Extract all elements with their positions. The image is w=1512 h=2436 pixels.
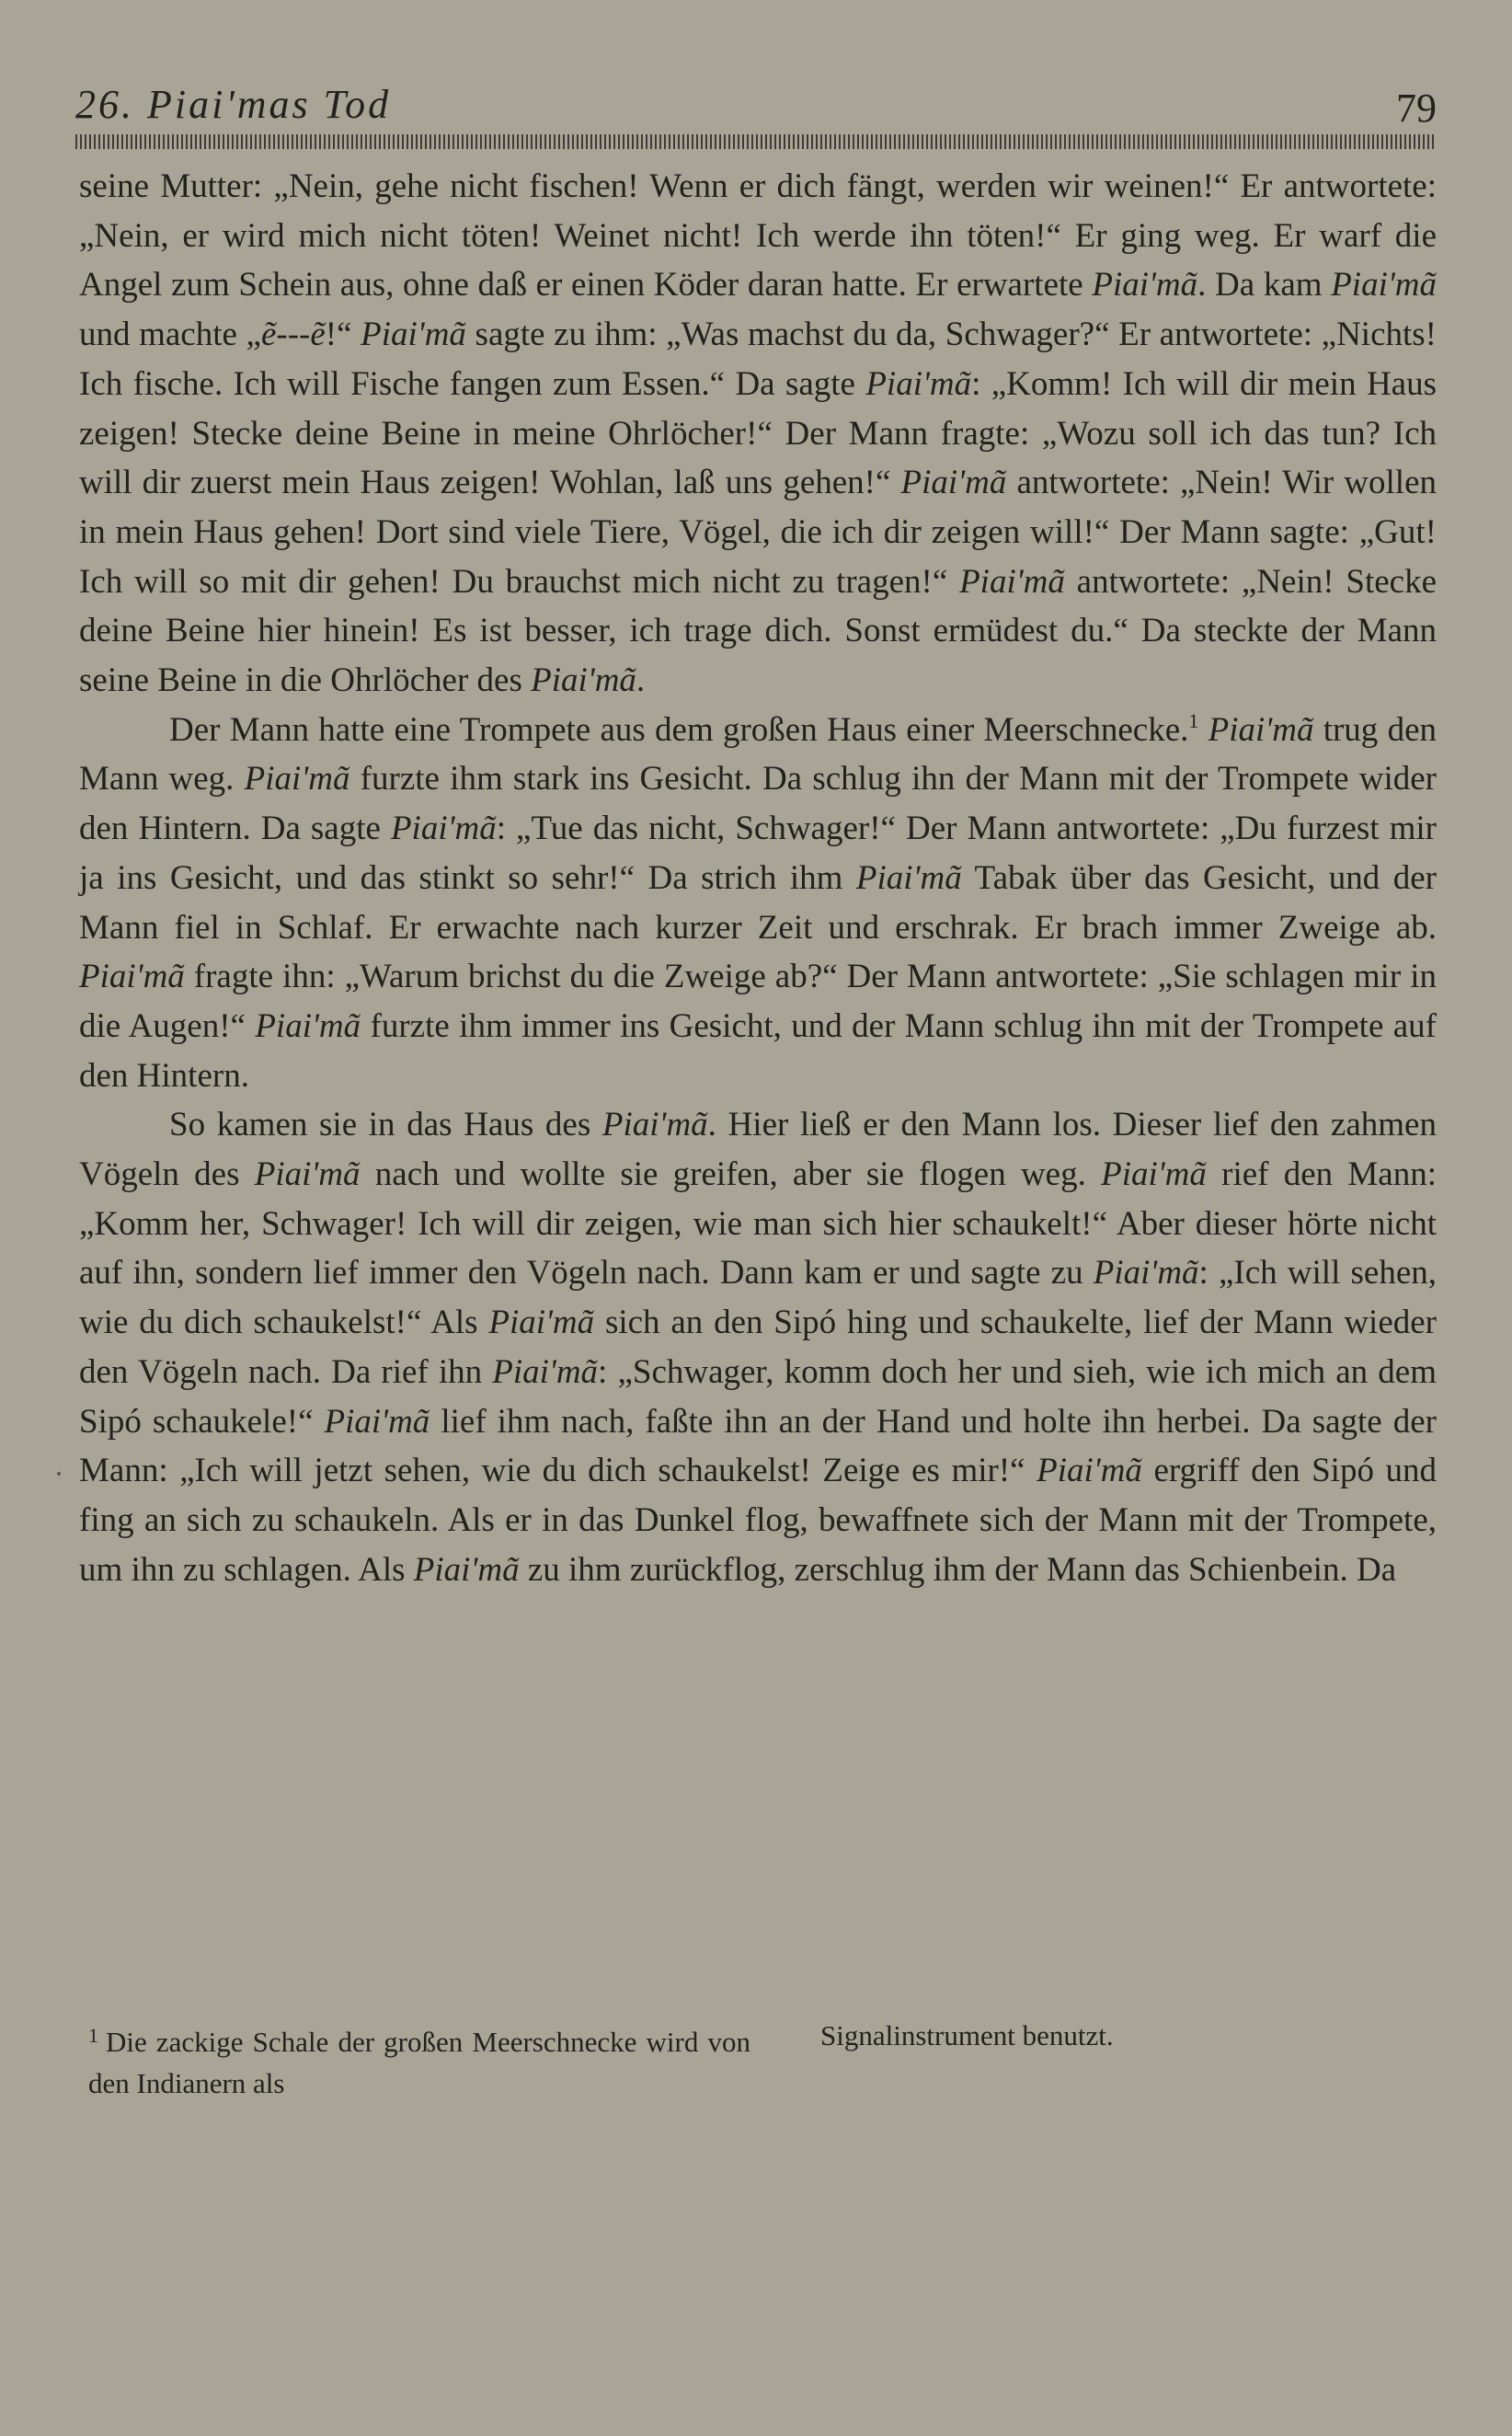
- italic-name: Piai'mã: [1093, 1254, 1199, 1293]
- text-run: trug den Mann weg.: [79, 710, 1437, 799]
- text-run: . Hier ließ er den Mann los. Dieser lief den zahmen Vögeln des: [79, 1106, 1437, 1194]
- italic-name: Piai'mã: [855, 858, 962, 897]
- footnote-marker: 1: [88, 2024, 98, 2047]
- italic-name: Piai'mã: [1331, 266, 1437, 304]
- footnote-column-2: [820, 2015, 1335, 2056]
- text-run: !“: [325, 316, 361, 354]
- text-run: .: [636, 661, 646, 700]
- italic-name: Piai'mã: [255, 1006, 361, 1045]
- footnote-text-part1: Die zackige Schale der großen Meerschnecke wird von den Indianern als: [88, 2026, 750, 2099]
- running-title: 26. Piai'mas Tod: [75, 82, 392, 127]
- italic-name: Piai'mã: [865, 364, 972, 403]
- text-run: So kamen sie in das Haus des: [169, 1106, 602, 1144]
- italic-name: Piai'mã: [900, 464, 1007, 502]
- italic-name: Piai'mã: [488, 1304, 595, 1342]
- text-run: ergriff den Sipó und fing an sich zu schaukeln. Als er in das Dunkel flog, bewaffnete sich der Mann mit der Trompete, um ihn zu schlagen. Als: [79, 1452, 1437, 1589]
- text-run: sagte zu ihm: „Was machst du da, Schwager?“ Er antwortete: „Nichts! Ich fische. Ich will Fische fangen zum Essen.“ Da sagte: [79, 316, 1438, 403]
- italic-name: Piai'mã: [492, 1352, 599, 1391]
- text-run: Der Mann hatte eine Trompete aus dem großen Haus einer Meerschnecke.: [169, 710, 1189, 749]
- text-run: : „Ich will sehen, wie du dich schaukelst!“ Als: [79, 1254, 1438, 1342]
- footnote-reference: 1: [1188, 708, 1199, 732]
- italic-name: Piai'mã: [79, 958, 185, 996]
- italic-name: Piai'mã: [1092, 266, 1198, 304]
- text-run: fragte ihn: „Warum brichst du die Zweige ab?“ Der Mann antwortete: „Sie schlagen mir in die Augen!“: [79, 958, 1437, 1045]
- text-run: furzte ihm stark ins Gesicht. Da schlug ihn der Mann mit der Trompete wider den Hintern. Da sagte: [79, 760, 1437, 848]
- text-run: lief ihm nach, faßte ihn an der Hand und holte ihn herbei. Da sagte der Mann: „Ich will jetzt sehen, wie du dich schaukelst! Zeige es mir!“: [79, 1402, 1437, 1490]
- italic-name: Piai'mã: [959, 562, 1065, 601]
- text-run: seine Mutter: „Nein, gehe nicht fischen! Wenn er dich fängt, werden wir weinen!“ Er antwortete: „Nein, er wird mich nicht töten! Weinet nicht! Ich werde ihn töten!“ Er ging weg. Er warf die Angel zum Schein aus, ohne daß er einen Köder daran hatte. Er erwartete: [79, 167, 1437, 304]
- footnote-column-1: [88, 2015, 750, 2104]
- italic-name: Piai'mã: [601, 1106, 708, 1144]
- header-rule: [75, 134, 1437, 149]
- italic-name: Piai'mã: [1037, 1452, 1142, 1490]
- text-run: : „Schwager, komm doch her und sieh, wie ich mich an dem Sipó schaukele!“: [79, 1352, 1437, 1441]
- text-run: : „Komm! Ich will dir mein Haus zeigen! Stecke deine Beine in meine Ohrlöcher!“ Der Mann fragte: „Wozu soll ich das tun? Ich will dir zuerst mein Haus zeigen! Wohlan, laß uns gehen!“: [79, 364, 1437, 502]
- text-run: furzte ihm immer ins Gesicht, und der Mann schlug ihn mit der Trompete auf den Hintern.: [79, 1006, 1438, 1095]
- italic-name: Piai'mã: [1101, 1155, 1207, 1194]
- italic-name: Piai'mã: [1208, 710, 1314, 749]
- text-run: [1198, 711, 1208, 749]
- italic-name: ẽ---ẽ: [260, 316, 326, 354]
- text-run: und machte „: [79, 316, 261, 354]
- text-run: sich an den Sipó hing und schaukelte, lief der Mann wieder den Vögeln nach. Da rief ihn: [79, 1304, 1437, 1391]
- italic-name: Piai'mã: [324, 1402, 430, 1441]
- body-text: [79, 162, 1437, 1594]
- text-run: nach und wollte sie greifen, aber sie flogen weg.: [360, 1155, 1102, 1194]
- page-speck: [57, 1472, 61, 1476]
- paragraph: [79, 1100, 1437, 1594]
- text-run: rief den Mann: „Komm her, Schwager! Ich will dir zeigen, wie man sich hier schaukelt!“ Aber dieser hörte nicht auf ihn, sondern lief immer den Vögeln nach. Dann kam er und sagte zu: [79, 1155, 1437, 1293]
- italic-name: Piai'mã: [361, 316, 466, 354]
- text-run: zu ihm zurückflog, zerschlug ihm der Mann das Schienbein. Da: [519, 1550, 1397, 1589]
- italic-name: Piai'mã: [244, 760, 350, 799]
- italic-name: Piai'mã: [390, 810, 497, 848]
- paragraph: [79, 706, 1437, 1101]
- text-run: antwortete: „Nein! Stecke deine Beine hier hinein! Es ist besser, ich trage dich. Sonst ermüdest du.“ Da steckte der Mann seine Beine in die Ohrlöcher des: [79, 562, 1437, 700]
- page-number: 79: [1396, 86, 1437, 131]
- italic-name: Piai'mã: [531, 661, 636, 700]
- text-run: antwortete: „Nein! Wir wollen in mein Haus gehen! Dort sind viele Tiere, Vögel, die ich dir zeigen will!“ Der Mann sagte: „Gut! Ich will so mit dir gehen! Du brauchst mich nicht zu tragen!“: [79, 464, 1437, 601]
- text-run: : „Tue das nicht, Schwager!“ Der Mann antwortete: „Du furzest mir ja ins Gesicht, und das stinkt so sehr!“ Da strich ihm: [79, 810, 1437, 897]
- page-header: [75, 81, 1437, 136]
- text-run: Tabak über das Gesicht, und der Mann fiel in Schlaf. Er erwachte nach kurzer Zeit und erschrak. Er brach immer Zweige ab.: [79, 858, 1438, 947]
- text-run: . Da kam: [1197, 266, 1332, 304]
- italic-name: Piai'mã: [254, 1155, 361, 1194]
- paragraph: [79, 162, 1437, 706]
- italic-name: Piai'mã: [413, 1550, 520, 1589]
- footnote-text-part2: Signalinstrument benutzt.: [820, 2019, 1114, 2051]
